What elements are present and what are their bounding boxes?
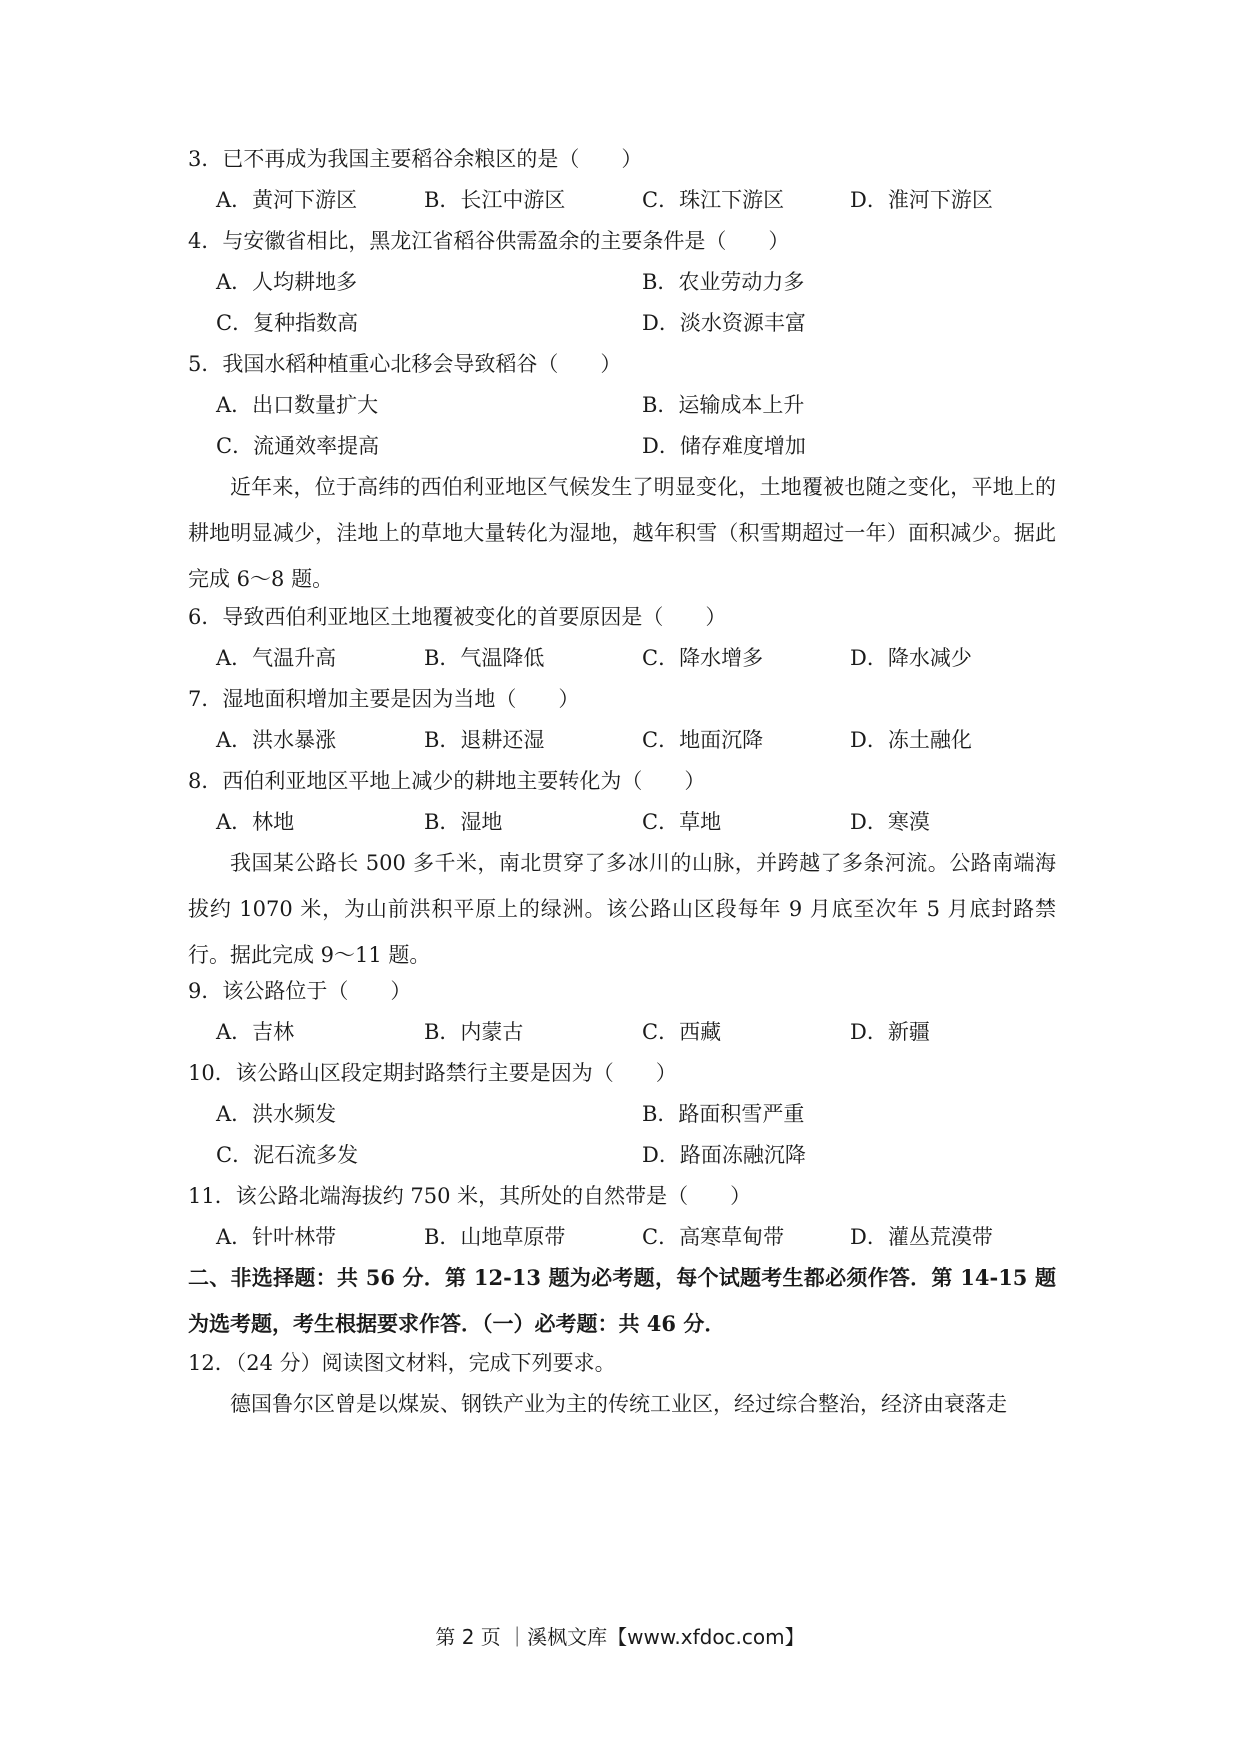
option-c: C．草地 [642, 810, 722, 834]
question-3-stem: 3．已不再成为我国主要稻谷余粮区的是（ ） [188, 147, 643, 171]
option-a: A．黄河下游区 [216, 188, 358, 212]
question-12-stem: 12．（24 分）阅读图文材料，完成下列要求。 [188, 1351, 616, 1375]
reading-passage-2: 我国某公路长 500 多千米，南北贯穿了多冰川的山脉，并跨越了多条河流。公路南端海拔约 1070 米，为山前洪积平原上的绿洲。该公路山区段每年 9 月底至次年 5 月底封路禁行。据此完成 9～11 题。 [188, 851, 1056, 967]
option-c: C．复种指数高 [216, 311, 359, 335]
option-b: B．运输成本上升 [642, 393, 805, 417]
option-d: D．储存难度增加 [642, 434, 806, 458]
reading-passage-1: 近年来，位于高纬的西伯利亚地区气候发生了明显变化，土地覆被也随之变化，平地上的耕地明显减少，洼地上的草地大量转化为湿地，越年积雪（积雪期超过一年）面积减少。据此完成 6～8 题。 [188, 475, 1056, 591]
option-a: A．洪水暴涨 [216, 728, 337, 752]
option-c: C．西藏 [642, 1020, 722, 1044]
option-c: C．泥石流多发 [216, 1143, 359, 1167]
option-d: D．新疆 [850, 1020, 930, 1044]
question-4-options-row1 [188, 259, 1068, 305]
option-b: B．退耕还湿 [424, 728, 545, 752]
question-12-passage: 德国鲁尔区曾是以煤炭、钢铁产业为主的传统工业区，经过综合整治，经济由衰落走 [230, 1392, 1007, 1416]
question-7-stem: 7．湿地面积增加主要是因为当地（ ） [188, 687, 580, 711]
option-d: D．淮河下游区 [850, 188, 993, 212]
question-9-options [188, 1009, 1068, 1055]
option-b: B．内蒙古 [424, 1020, 524, 1044]
question-10-stem: 10．该公路山区段定期封路禁行主要是因为（ ） [188, 1061, 677, 1085]
option-c: C．地面沉降 [642, 728, 764, 752]
question-6-stem: 6．导致西伯利亚地区土地覆被变化的首要原因是（ ） [188, 605, 727, 629]
option-d: D．灌丛荒漠带 [850, 1225, 993, 1249]
question-8-stem: 8．西伯利亚地区平地上减少的耕地主要转化为（ ） [188, 769, 706, 793]
option-a: A．人均耕地多 [216, 270, 358, 294]
option-b: B．农业劳动力多 [642, 270, 805, 294]
option-a: A．气温升高 [216, 646, 337, 670]
option-b: B．长江中游区 [424, 188, 566, 212]
option-d: D．淡水资源丰富 [642, 311, 806, 335]
option-b: B．湿地 [424, 810, 503, 834]
question-5-stem: 5．我国水稻种植重心北移会导致稻谷（ ） [188, 352, 622, 376]
question-8-options [188, 799, 1068, 845]
question-6-options [188, 635, 1068, 681]
question-5-options-row2 [188, 423, 1068, 469]
page-footer: 第 2 页 ｜溪枫文库【www.xfdoc.com】 [435, 1625, 805, 1649]
question-10-options-row2 [188, 1132, 1068, 1178]
option-c: C．高寒草甸带 [642, 1225, 785, 1249]
option-a: A．出口数量扩大 [216, 393, 379, 417]
option-b: B．气温降低 [424, 646, 545, 670]
question-11-stem: 11．该公路北端海拔约 750 米，其所处的自然带是（ ） [188, 1184, 752, 1208]
question-9-stem: 9．该公路位于（ ） [188, 979, 412, 1003]
option-a: A．洪水频发 [216, 1102, 337, 1126]
option-a: A．林地 [216, 810, 295, 834]
section-2-heading: 二、非选择题：共 56 分．第 12-13 题为必考题，每个试题考生都必须作答．第 14-15 题为选考题，考生根据要求作答．（一）必考题：共 46 分． [188, 1265, 1056, 1336]
question-4-stem: 4．与安徽省相比，黑龙江省稻谷供需盈余的主要条件是（ ） [188, 229, 790, 253]
option-d: D．冻土融化 [850, 728, 972, 752]
question-3-options [188, 177, 1068, 223]
option-d: D．寒漠 [850, 810, 930, 834]
option-d: D．路面冻融沉降 [642, 1143, 806, 1167]
question-10-options-row1 [188, 1091, 1068, 1137]
option-b: B．路面积雪严重 [642, 1102, 805, 1126]
option-a: A．针叶林带 [216, 1225, 337, 1249]
option-b: B．山地草原带 [424, 1225, 566, 1249]
option-a: A．吉林 [216, 1020, 295, 1044]
question-5-options-row1 [188, 382, 1068, 428]
question-7-options [188, 717, 1068, 763]
question-11-options [188, 1214, 1068, 1260]
option-c: C．珠江下游区 [642, 188, 785, 212]
option-d: D．降水减少 [850, 646, 972, 670]
question-4-options-row2 [188, 300, 1068, 346]
option-c: C．流通效率提高 [216, 434, 380, 458]
option-c: C．降水增多 [642, 646, 764, 670]
